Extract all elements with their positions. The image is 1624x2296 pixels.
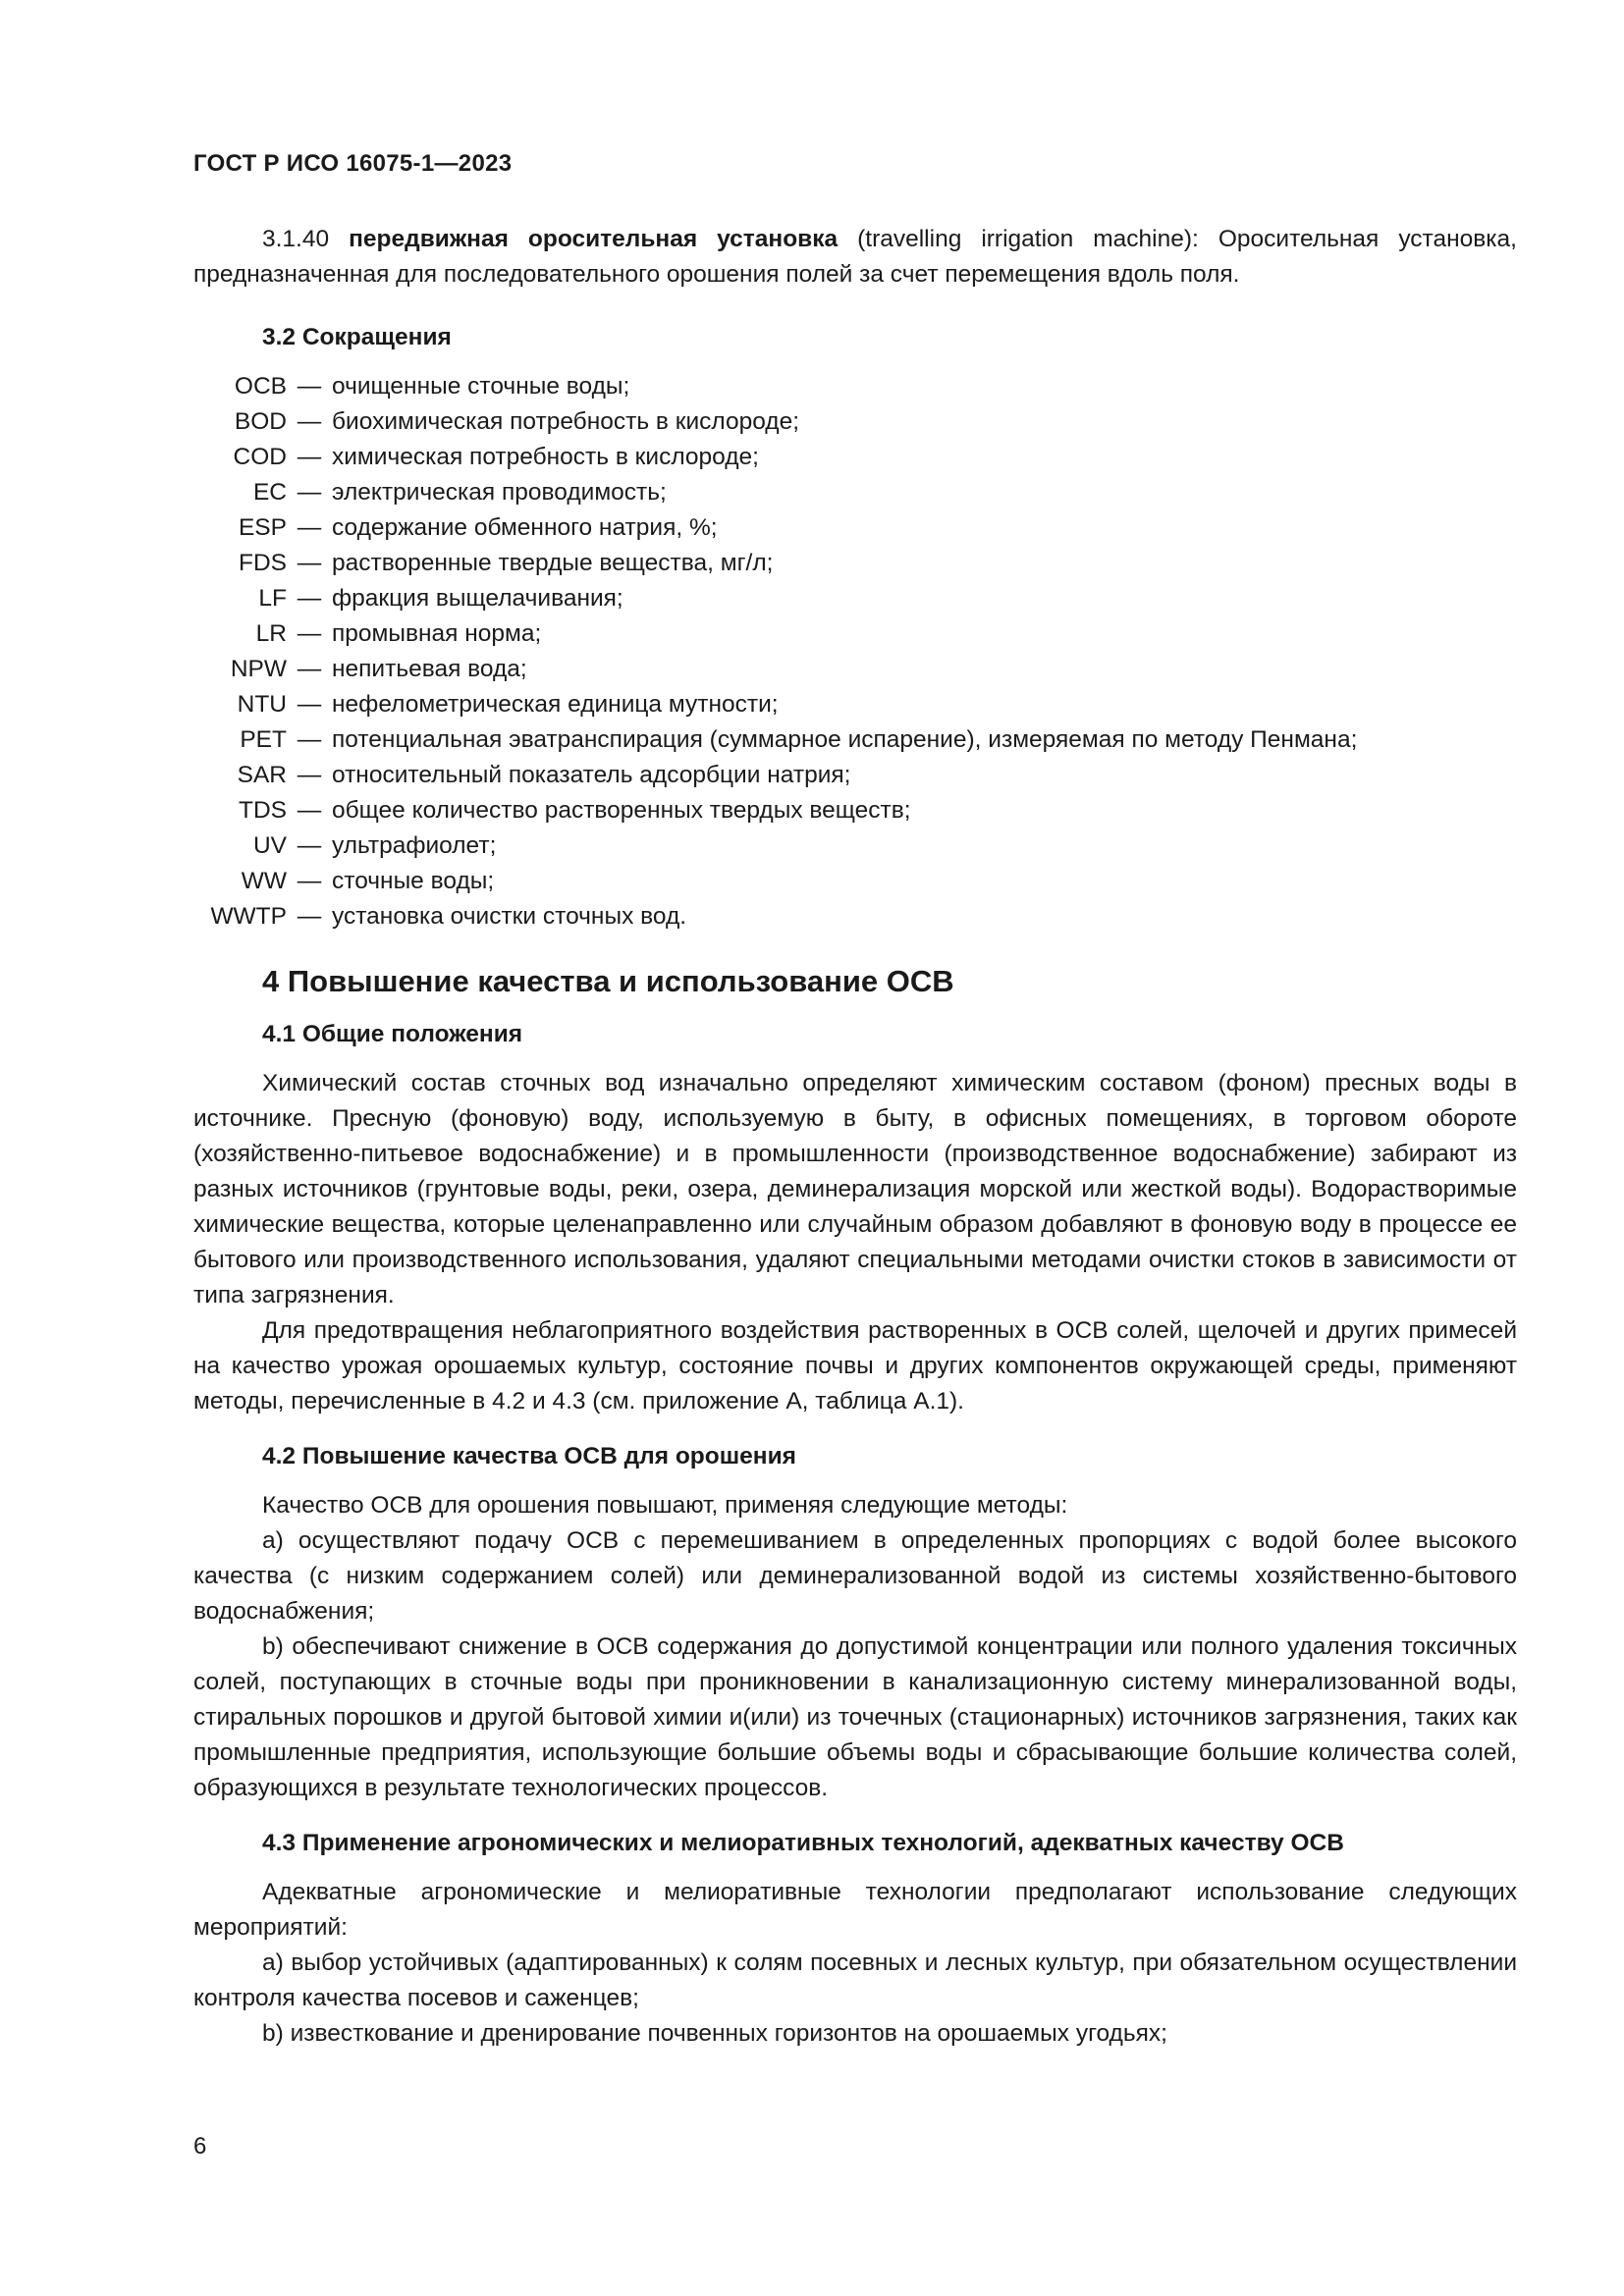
- list-item: [193, 793, 1517, 828]
- abbr-definition: общее количество растворенных твердых веществ;: [332, 797, 911, 824]
- section-4-3-item-a: a) выбор устойчивых (адаптированных) к солям посевных и лесных культур, при обязательном осуществлении контроля качества посевов и саженцев;: [193, 1949, 1517, 2011]
- abbr-definition: содержание обменного натрия, %;: [332, 514, 718, 541]
- abbr-dash: —: [297, 726, 322, 753]
- abbr-term: SAR: [237, 762, 287, 788]
- list-item: [193, 687, 1517, 722]
- abbr-definition: относительный показатель адсорбции натрия;: [332, 762, 851, 788]
- abbr-term: WWTP: [210, 903, 287, 930]
- abbr-dash: —: [297, 408, 322, 435]
- abbr-dash: —: [297, 762, 322, 788]
- section-4-2-item-a: a) осуществляют подачу ОСВ с перемешиванием в определенных пропорциях с водой более высокого качества (с низким содержанием солей) или деминерализованной водой из системы хозяйственно-бытового водоснабжения;: [193, 1527, 1517, 1625]
- section-4-1-paragraph-2: Для предотвращения неблагоприятного воздействия растворенных в ОСВ солей, щелочей и других примесей на качество урожая орошаемых культур, состояние почвы и других компонентов окружающей среды, применяют методы, перечисленные в 4.2 и 4.3 (см. приложение А, таблица А.1).: [193, 1317, 1517, 1415]
- list-item: [193, 828, 1517, 864]
- abbr-definition: очищенные сточные воды;: [332, 373, 630, 400]
- abbr-term: NTU: [237, 691, 287, 718]
- list-item: [193, 652, 1517, 687]
- abbr-definition: непитьевая вода;: [332, 656, 527, 682]
- abbr-term: NPW: [230, 656, 287, 682]
- abbr-definition: потенциальная эватранспирация (суммарное испарение), измеряемая по методу Пенмана;: [332, 726, 1358, 753]
- term-name: передвижная оросительная установка: [349, 226, 839, 252]
- abbr-dash: —: [297, 585, 322, 612]
- term-number: 3.1.40: [262, 226, 330, 252]
- section-4-2-item-b: b) обеспечивают снижение в ОСВ содержания до допустимой концентрации или полного удаления токсичных солей, поступающих в сточные воды при проникновении в канализационную систему минерализованной воды, стиральных порошков и другой бытовой химии и(или) из точечных (стационарных) источников загрязнения, таких как промышленные предприятия, использующие большие объемы воды и сбрасывающие большие количества солей, образующихся в результате технологических процессов.: [193, 1633, 1517, 1801]
- abbr-dash: —: [297, 373, 322, 400]
- list-item: [193, 510, 1517, 546]
- list-item: [193, 581, 1517, 616]
- abbr-definition: нефелометрическая единица мутности;: [332, 691, 779, 718]
- abbr-definition: электрическая проводимость;: [332, 479, 667, 506]
- list-item: [193, 722, 1517, 758]
- abbr-term: ОСВ: [234, 373, 287, 400]
- abbr-definition: сточные воды;: [332, 868, 495, 894]
- document-header: ГОСТ Р ИСО 16075-1—2023: [193, 150, 513, 177]
- abbr-dash: —: [297, 656, 322, 682]
- abbr-term: EC: [252, 479, 287, 506]
- abbr-dash: —: [297, 868, 322, 894]
- abbr-definition: промывная норма;: [332, 620, 542, 647]
- abbr-term: PET: [240, 726, 287, 753]
- abbr-definition: растворенные твердые вещества, мг/л;: [332, 550, 774, 576]
- abbr-dash: —: [297, 444, 322, 470]
- abbr-dash: —: [297, 832, 322, 859]
- abbr-definition: ультрафиолет;: [332, 832, 497, 859]
- abbr-dash: —: [297, 479, 322, 506]
- list-item: [193, 546, 1517, 581]
- abbr-term: LR: [255, 620, 287, 647]
- abbr-term: TDS: [239, 797, 287, 824]
- section-4-title: 4 Повышение качества и использование ОСВ: [262, 964, 954, 998]
- abbr-definition: установка очистки сточных вод.: [332, 903, 687, 930]
- section-4-1-paragraph-1: Химический состав сточных вод изначально определяют химическим составом (фоном) пресных воды в источнике. Пресную (фоновую) воду, используемую в быту, в офисных помещениях, в торговом обороте (хозяйственно-питьевое водоснабжение) и в промышленности (производственное водоснабжение) забирают из разных источников (грунтовые воды, реки, озера, деминерализация морской или жесткой воды). Водорастворимые химические вещества, которые целенаправленно или случайным образом добавляют в фоновую воду в процессе ее бытового или производственного использования, удаляют специальными методами очистки стоков в зависимости от типа загрязнения.: [193, 1070, 1517, 1308]
- section-4-3-title: 4.3 Применение агрономических и мелиоративных технологий, адекватных качеству ОСВ: [262, 1830, 1344, 1856]
- section-4-2-intro: Качество ОСВ для орошения повышают, применяя следующие методы:: [262, 1492, 1068, 1519]
- abbr-term: FDS: [239, 550, 287, 576]
- abbr-definition: биохимическая потребность в кислороде;: [332, 408, 800, 435]
- list-item: [193, 404, 1517, 440]
- list-item: [193, 758, 1517, 793]
- abbr-definition: химическая потребность в кислороде;: [332, 444, 759, 470]
- section-4-2-title: 4.2 Повышение качества ОСВ для орошения: [262, 1443, 796, 1469]
- abbr-term: ESP: [238, 514, 287, 541]
- list-item: [193, 899, 1517, 934]
- abbr-dash: —: [297, 797, 322, 824]
- section-4-3-intro: Адекватные агрономические и мелиоративные технологии предполагают использование следующих мероприятий:: [193, 1879, 1517, 1941]
- section-3-2-title: 3.2 Сокращения: [262, 324, 452, 350]
- abbr-term: COD: [233, 444, 287, 470]
- list-item: [193, 440, 1517, 475]
- list-item: [193, 369, 1517, 404]
- abbr-term: BOD: [234, 408, 287, 435]
- section-4-3-item-b: b) известкование и дренирование почвенных горизонтов на орошаемых угодьях;: [262, 2020, 1167, 2047]
- term-3-1-40: [193, 222, 1517, 293]
- list-item: [193, 864, 1517, 899]
- abbr-dash: —: [297, 514, 322, 541]
- abbr-dash: —: [297, 620, 322, 647]
- abbr-dash: —: [297, 691, 322, 718]
- term-definition: (travelling irrigation machine): Оросительная установка, предназначенная для последовательного орошения полей за счет перемещения вдоль поля.: [193, 226, 1517, 288]
- list-item: [193, 616, 1517, 652]
- abbr-term: LF: [258, 585, 287, 612]
- abbr-term: UV: [252, 832, 287, 859]
- page-content: [193, 222, 1517, 2052]
- abbreviations-list: [193, 369, 1517, 934]
- list-item: [193, 475, 1517, 510]
- abbr-definition: фракция выщелачивания;: [332, 585, 623, 612]
- abbr-dash: —: [297, 903, 322, 930]
- section-4-1-title: 4.1 Общие положения: [262, 1021, 523, 1047]
- abbr-dash: —: [297, 550, 322, 576]
- abbr-term: WW: [241, 868, 287, 894]
- page-number: 6: [193, 2133, 207, 2160]
